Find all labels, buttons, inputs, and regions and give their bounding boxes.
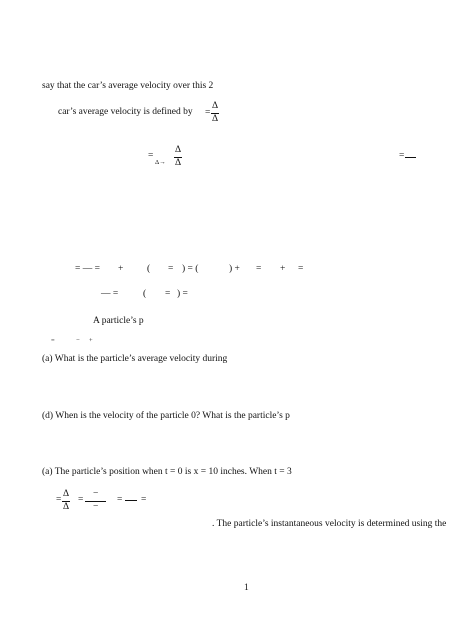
right-fraction-bar [405, 157, 416, 158]
answer-diff-den: − [93, 501, 99, 512]
equals-sign: = [205, 108, 211, 118]
instantaneous-line: . The particle’s instantaneous velocity is determined using the [212, 519, 447, 529]
answer-diff-fraction [85, 490, 106, 512]
particle-eq: = [51, 337, 55, 344]
answer-delta-den: Δ [63, 501, 70, 512]
answer-fraction-bar [125, 500, 137, 501]
delta-fraction [211, 102, 219, 124]
text-line-2: car’s average velocity is defined by [58, 107, 193, 117]
particle-minus: − [76, 337, 80, 344]
text-line-1: say that the car’s average velocity over this 2 [42, 81, 214, 91]
limit-subscript: Δ→ [155, 159, 166, 166]
eq-row-a-eq4: = [298, 264, 304, 274]
delta-denominator: Δ [212, 113, 219, 124]
delta-numerator: Δ [211, 102, 219, 114]
eq-row-a-plus: + [118, 264, 124, 274]
eq-row-a-close: ) = ( [182, 264, 199, 274]
eq-row-b-close: ) = [177, 289, 188, 299]
question-a: (a) What is the particle’s average velocity during [42, 354, 228, 364]
answer-eq2: = [78, 495, 84, 505]
eq-row-a-eq: = [168, 264, 174, 274]
eq-row-a-start: = — = [75, 264, 100, 274]
right-equals: = [399, 151, 405, 161]
answer-eq4: = [141, 495, 147, 505]
answer-eq3: = [117, 495, 123, 505]
eq-row-b-paren: ( [143, 289, 147, 299]
particle-heading: A particle’s p [93, 316, 144, 326]
answer-diff-num: − [85, 490, 106, 502]
eq-row-a-close2: ) + [229, 264, 240, 274]
eq-row-a-plus2: + [280, 264, 286, 274]
answer-delta-fraction [62, 490, 70, 512]
particle-plus: + [89, 337, 93, 344]
limit-fraction [174, 146, 182, 168]
page-number: 1 [244, 583, 249, 593]
eq-row-a-eq3: = [256, 264, 262, 274]
eq-row-b-start: — = [101, 289, 119, 299]
limit-denominator: Δ [175, 157, 182, 168]
equals-sign-limit: = [148, 151, 154, 161]
eq-row-b-eq: = [165, 289, 171, 299]
answer-a: (a) The particle’s position when t = 0 is x = 10 inches. When t = 3 [42, 467, 292, 477]
answer-eq: = [56, 495, 62, 505]
limit-numerator: Δ [174, 146, 182, 158]
eq-row-a-paren: ( [147, 264, 151, 274]
answer-delta-num: Δ [62, 490, 70, 502]
question-d: (d) When is the velocity of the particle 0? What is the particle’s p [42, 411, 290, 421]
